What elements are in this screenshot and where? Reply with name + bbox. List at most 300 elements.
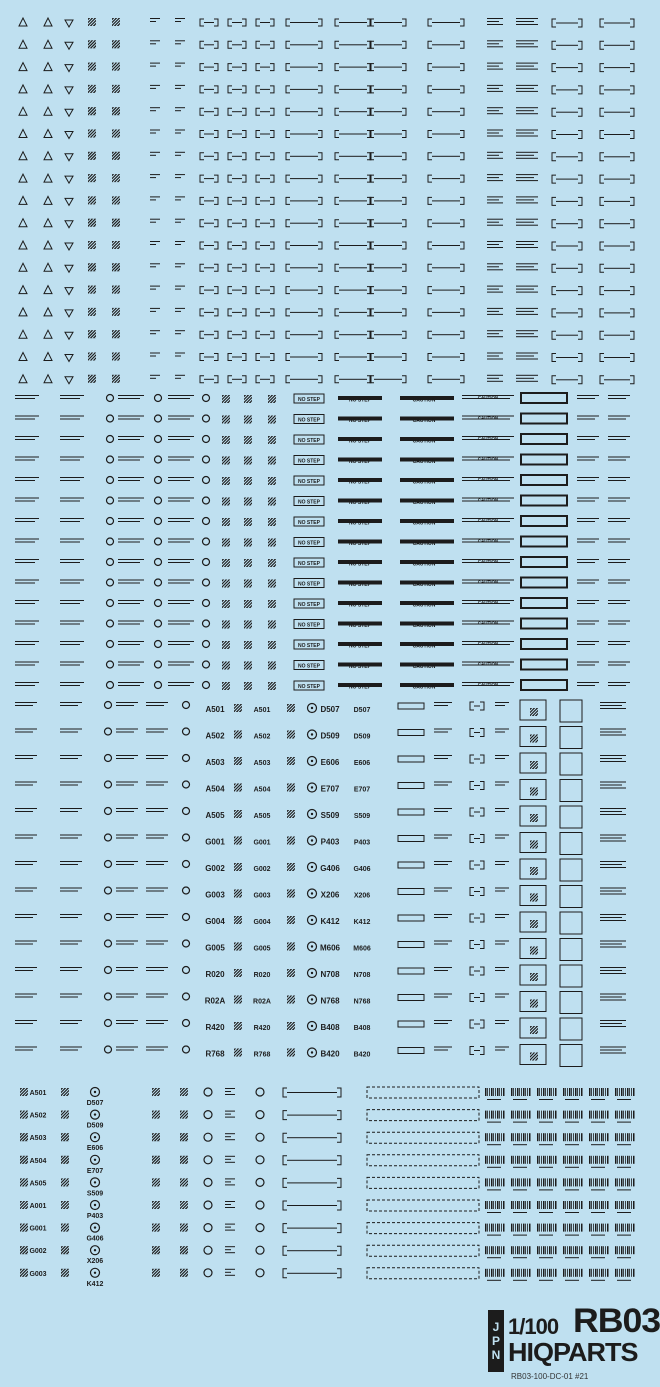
warning-triangle-icon bbox=[44, 85, 52, 93]
decal-code-c: A505 bbox=[29, 1180, 47, 1188]
hazard-stripe-icon bbox=[522, 788, 545, 796]
hazard-stripe-icon bbox=[144, 1178, 167, 1186]
bracket-label bbox=[600, 309, 634, 317]
bracket-label bbox=[600, 220, 634, 228]
bracket-label bbox=[200, 242, 218, 249]
ring-icon bbox=[183, 781, 190, 788]
bracket-label bbox=[600, 108, 634, 116]
fine-print bbox=[487, 375, 503, 382]
decal-code-a: A502 bbox=[253, 733, 271, 741]
series-label: RB03 bbox=[573, 1302, 660, 1340]
bracket-label bbox=[228, 153, 246, 160]
decal-code-a: A504 bbox=[253, 786, 271, 794]
fine-print bbox=[168, 559, 194, 563]
bracket-label bbox=[228, 287, 246, 294]
bracket-label bbox=[286, 64, 322, 71]
bracket-label bbox=[552, 86, 582, 94]
fine-print bbox=[516, 353, 538, 360]
decal-code-a: A501 bbox=[253, 707, 271, 714]
decal-code-b: E606 bbox=[320, 758, 340, 767]
ring-icon bbox=[203, 682, 210, 689]
fine-print bbox=[539, 1122, 553, 1123]
fine-print bbox=[487, 1122, 501, 1123]
bracket-label bbox=[228, 309, 246, 316]
warning-triangle-icon bbox=[44, 330, 52, 338]
target-dot bbox=[311, 919, 313, 921]
diamond-icon bbox=[65, 221, 73, 228]
target-dot bbox=[311, 813, 313, 815]
fine-print bbox=[565, 1144, 579, 1145]
hazard-stripe-icon bbox=[260, 559, 283, 567]
bracket-label bbox=[200, 220, 218, 227]
bracket-label bbox=[200, 131, 218, 138]
frame-box bbox=[521, 619, 567, 629]
ring-icon bbox=[183, 993, 190, 1000]
bracket-label bbox=[228, 86, 246, 93]
ring-icon bbox=[155, 415, 162, 422]
inspection-box bbox=[398, 889, 424, 895]
fine-print bbox=[608, 600, 630, 604]
decal-code-d: X206 bbox=[86, 1258, 104, 1266]
caution-label: CAUTION bbox=[412, 623, 436, 629]
decal-code-d: E707 bbox=[86, 1167, 104, 1175]
bracket-label bbox=[470, 967, 484, 975]
fine-print bbox=[495, 808, 509, 812]
no-step-label: NO STEP bbox=[298, 520, 320, 526]
no-step-label: NO STEP bbox=[349, 459, 371, 465]
target-dot bbox=[311, 892, 313, 894]
no-step-label: NO STEP bbox=[349, 623, 371, 629]
fine-print bbox=[600, 914, 626, 921]
bracket-label bbox=[283, 1088, 341, 1097]
ring-icon bbox=[203, 518, 210, 525]
fine-print bbox=[487, 85, 503, 92]
panel-box bbox=[560, 753, 582, 775]
fine-print bbox=[495, 782, 509, 786]
fine-print bbox=[150, 107, 160, 111]
hazard-stripe-icon bbox=[260, 416, 283, 424]
barcode-icon bbox=[485, 1133, 505, 1141]
scale-label: 1/100 bbox=[508, 1314, 559, 1339]
bracket-label bbox=[552, 242, 582, 250]
barcode-icon bbox=[537, 1156, 557, 1164]
fine-print bbox=[513, 1235, 527, 1236]
bracket-label bbox=[600, 175, 634, 183]
fine-print bbox=[225, 1178, 235, 1185]
hazard-stripe-icon bbox=[144, 1269, 167, 1277]
decal-code-c: A501 bbox=[29, 1090, 47, 1097]
decal-code-d: D509 bbox=[86, 1122, 104, 1130]
caution-label: CAUTION bbox=[477, 436, 499, 441]
decal-code-a: G004 bbox=[253, 919, 271, 926]
ring-icon bbox=[105, 940, 112, 947]
no-step-label: NO STEP bbox=[298, 458, 320, 465]
fine-print bbox=[487, 353, 503, 360]
decal-code-b: N708 bbox=[353, 972, 371, 979]
ring-icon bbox=[107, 579, 114, 586]
hazard-stripe-icon bbox=[214, 682, 237, 690]
warning-triangle-icon bbox=[19, 152, 27, 160]
bracket-label bbox=[552, 175, 582, 183]
bracket-label bbox=[286, 131, 322, 138]
frame-box bbox=[521, 639, 567, 649]
no-step-label: NO STEP bbox=[349, 582, 371, 588]
fine-print bbox=[539, 1167, 553, 1168]
frame-box bbox=[521, 598, 567, 608]
warning-triangle-icon bbox=[19, 263, 27, 271]
ring-icon bbox=[183, 1020, 190, 1027]
bracket-label bbox=[228, 108, 246, 115]
hazard-stripe-icon bbox=[172, 1224, 195, 1232]
hazard-stripe-icon bbox=[260, 580, 283, 588]
hazard-stripe-icon bbox=[104, 152, 127, 160]
caution-label: CAUTION bbox=[412, 582, 436, 588]
caution-label: CAUTION bbox=[477, 620, 499, 626]
decal-code-b: B420 bbox=[353, 1051, 371, 1059]
target-dot bbox=[94, 1181, 96, 1183]
bracket-label bbox=[370, 331, 406, 338]
decal-code-b: B408 bbox=[353, 1025, 371, 1032]
fine-print bbox=[168, 641, 194, 645]
hazard-stripe-icon bbox=[172, 1246, 195, 1254]
bracket-label bbox=[600, 153, 634, 161]
barcode-icon bbox=[537, 1246, 557, 1254]
fine-print bbox=[434, 967, 452, 971]
fine-print bbox=[577, 662, 599, 666]
bracket-label bbox=[335, 331, 371, 338]
panel-box bbox=[560, 1018, 582, 1040]
hazard-stripe-icon bbox=[522, 920, 545, 928]
bracket-label bbox=[256, 86, 274, 93]
no-step-label: NO STEP bbox=[298, 499, 320, 506]
fine-print bbox=[60, 835, 82, 839]
caution-label: CAUTION bbox=[477, 497, 499, 503]
fine-print bbox=[487, 1189, 501, 1190]
ring-icon bbox=[203, 436, 210, 443]
fine-print bbox=[175, 330, 185, 334]
barcode-icon bbox=[563, 1269, 583, 1277]
ring-icon bbox=[183, 728, 190, 735]
ring-icon bbox=[203, 497, 210, 504]
warning-triangle-icon bbox=[19, 130, 27, 138]
fine-print bbox=[225, 1269, 235, 1276]
bracket-label bbox=[600, 331, 634, 339]
hazard-stripe-icon bbox=[236, 518, 259, 526]
diamond-icon bbox=[65, 176, 73, 183]
hazard-stripe-icon bbox=[522, 735, 545, 743]
bracket-label bbox=[335, 264, 371, 271]
fine-print bbox=[516, 107, 538, 114]
fine-print bbox=[150, 152, 160, 156]
bracket-label bbox=[283, 1224, 341, 1233]
bracket-label bbox=[335, 131, 371, 138]
diamond-icon bbox=[65, 87, 73, 94]
decal-code-b: M606 bbox=[319, 943, 341, 953]
ring-icon bbox=[105, 887, 112, 894]
decal-code-c: G001 bbox=[29, 1225, 47, 1233]
fine-print bbox=[591, 1144, 605, 1145]
bracket-label bbox=[470, 835, 484, 843]
fine-print bbox=[487, 130, 503, 137]
ring-icon bbox=[203, 579, 210, 586]
fine-print bbox=[150, 219, 160, 223]
ring-icon bbox=[203, 620, 210, 627]
panel-box bbox=[560, 700, 582, 722]
fine-print bbox=[516, 130, 538, 137]
caution-label: CAUTION bbox=[412, 479, 436, 486]
hazard-stripe-icon bbox=[236, 395, 259, 403]
warning-triangle-icon bbox=[19, 241, 27, 249]
dashed-box bbox=[367, 1200, 479, 1211]
decal-code-b: E707 bbox=[353, 786, 371, 794]
fine-print bbox=[118, 641, 144, 645]
bracket-label bbox=[370, 108, 406, 115]
ring-icon bbox=[256, 1156, 264, 1164]
hazard-stripe-icon bbox=[522, 947, 545, 955]
warning-triangle-icon bbox=[44, 219, 52, 227]
dashed-box bbox=[367, 1155, 479, 1166]
decal-code-c: A503 bbox=[29, 1135, 47, 1143]
fine-print bbox=[15, 729, 37, 733]
ring-icon bbox=[155, 436, 162, 443]
hazard-stripe-icon bbox=[214, 662, 237, 670]
no-step-label: NO STEP bbox=[349, 479, 371, 486]
hazard-stripe-icon bbox=[104, 353, 127, 361]
bracket-label bbox=[470, 861, 484, 869]
bracket-label bbox=[552, 41, 582, 49]
bracket-label bbox=[370, 86, 406, 93]
hazard-stripe-icon bbox=[226, 996, 249, 1004]
fine-print bbox=[150, 241, 160, 245]
barcode-icon bbox=[485, 1178, 505, 1186]
decal-code-a: G003 bbox=[253, 892, 271, 900]
hazard-stripe-icon bbox=[80, 18, 103, 26]
fine-print bbox=[116, 835, 138, 839]
hazard-stripe-icon bbox=[53, 1178, 76, 1186]
hazard-stripe-icon bbox=[279, 863, 302, 871]
no-step-label: NO STEP bbox=[349, 418, 371, 424]
no-step-label: NO STEP bbox=[298, 684, 320, 690]
fine-print bbox=[539, 1280, 553, 1281]
fine-print bbox=[591, 1189, 605, 1190]
fine-print bbox=[150, 196, 160, 200]
decal-code-b: D507 bbox=[353, 707, 371, 714]
hazard-stripe-icon bbox=[214, 436, 237, 444]
dashed-box bbox=[367, 1087, 479, 1098]
fine-print bbox=[591, 1280, 605, 1281]
fine-print bbox=[591, 1167, 605, 1168]
fine-print bbox=[116, 755, 138, 759]
fine-print bbox=[600, 1020, 626, 1027]
fine-print bbox=[516, 241, 538, 248]
inspection-box bbox=[398, 703, 424, 709]
bracket-label bbox=[200, 331, 218, 338]
fine-print bbox=[487, 1099, 501, 1100]
fine-print bbox=[487, 308, 503, 315]
hazard-stripe-icon bbox=[214, 539, 237, 547]
decal-code-a: A503 bbox=[253, 760, 271, 767]
fine-print bbox=[513, 1212, 527, 1213]
fine-print bbox=[146, 782, 168, 786]
frame-box bbox=[521, 557, 567, 567]
ring-icon bbox=[105, 967, 112, 974]
no-step-label: NO STEP bbox=[298, 643, 320, 649]
ring-icon bbox=[183, 914, 190, 921]
hazard-stripe-icon bbox=[279, 784, 302, 792]
fine-print bbox=[116, 994, 138, 998]
fine-print bbox=[617, 1099, 631, 1100]
hazard-stripe-icon bbox=[522, 761, 545, 769]
fine-print bbox=[591, 1212, 605, 1213]
hazard-stripe-icon bbox=[53, 1088, 76, 1096]
bracket-label bbox=[286, 264, 322, 271]
bracket-label bbox=[228, 64, 246, 71]
bracket-label bbox=[283, 1133, 341, 1142]
bracket-label bbox=[256, 242, 274, 249]
warning-triangle-icon bbox=[44, 174, 52, 182]
fine-print bbox=[487, 1235, 501, 1236]
bracket-label bbox=[256, 331, 274, 338]
diamond-icon bbox=[65, 42, 73, 49]
fine-print bbox=[146, 1020, 168, 1024]
ring-icon bbox=[203, 600, 210, 607]
decal-code-c: G002 bbox=[29, 1248, 47, 1256]
warning-triangle-icon bbox=[19, 353, 27, 361]
diamond-icon bbox=[65, 154, 73, 161]
target-dot bbox=[311, 1051, 313, 1053]
fine-print bbox=[15, 1047, 37, 1051]
ring-icon bbox=[155, 538, 162, 545]
ring-icon bbox=[256, 1269, 264, 1277]
hazard-stripe-icon bbox=[104, 308, 127, 316]
fine-print bbox=[608, 539, 630, 543]
fine-print bbox=[513, 1167, 527, 1168]
dashed-box bbox=[367, 1110, 479, 1121]
ring-icon bbox=[183, 755, 190, 762]
ring-icon bbox=[204, 1246, 212, 1254]
bracket-label bbox=[370, 264, 406, 271]
no-step-label: NO STEP bbox=[298, 540, 320, 547]
bracket-label bbox=[552, 19, 582, 27]
hazard-stripe-icon bbox=[226, 837, 249, 845]
barcode-icon bbox=[615, 1246, 635, 1254]
ring-icon bbox=[105, 728, 112, 735]
fine-print bbox=[487, 1280, 501, 1281]
fine-print bbox=[60, 755, 82, 759]
ring-icon bbox=[105, 808, 112, 815]
fine-print bbox=[600, 835, 626, 842]
barcode-icon bbox=[485, 1201, 505, 1209]
target-dot bbox=[311, 1025, 313, 1027]
fine-print bbox=[60, 395, 84, 399]
barcode-icon bbox=[485, 1269, 505, 1277]
hazard-stripe-icon bbox=[260, 395, 283, 403]
decal-code-b: P403 bbox=[320, 837, 340, 847]
bracket-label bbox=[470, 888, 484, 896]
barcode-icon bbox=[537, 1133, 557, 1141]
fine-print bbox=[434, 914, 452, 918]
fine-print bbox=[175, 219, 185, 223]
fine-print bbox=[150, 130, 160, 134]
bracket-label bbox=[256, 309, 274, 316]
bracket-label bbox=[370, 287, 406, 294]
fine-print bbox=[516, 263, 538, 270]
bracket-label bbox=[286, 242, 322, 249]
fine-print bbox=[15, 861, 37, 865]
bracket-label bbox=[428, 309, 464, 316]
decal-code-d: D507 bbox=[86, 1100, 104, 1107]
caution-label: CAUTION bbox=[412, 602, 436, 609]
fine-print bbox=[608, 580, 630, 584]
warning-triangle-icon bbox=[44, 196, 52, 204]
ring-icon bbox=[203, 559, 210, 566]
bracket-label bbox=[470, 782, 484, 790]
fine-print bbox=[516, 63, 538, 70]
bracket-label bbox=[335, 220, 371, 227]
hazard-stripe-icon bbox=[53, 1246, 76, 1254]
hazard-stripe-icon bbox=[80, 152, 103, 160]
ring-icon bbox=[155, 477, 162, 484]
target-dot bbox=[311, 839, 313, 841]
panel-box bbox=[560, 886, 582, 908]
bracket-label bbox=[256, 376, 274, 383]
ring-icon bbox=[203, 395, 210, 402]
decal-code-a: A504 bbox=[205, 784, 225, 794]
diamond-icon bbox=[65, 65, 73, 72]
frame-box bbox=[521, 455, 567, 465]
ring-icon bbox=[183, 967, 190, 974]
hazard-stripe-icon bbox=[80, 330, 103, 338]
no-step-label: NO STEP bbox=[298, 602, 320, 608]
hazard-stripe-icon bbox=[144, 1133, 167, 1141]
hazard-stripe-icon bbox=[260, 662, 283, 670]
bracket-label bbox=[428, 376, 464, 383]
bracket-label bbox=[256, 153, 274, 160]
fine-print bbox=[60, 518, 84, 522]
fine-print bbox=[487, 40, 503, 47]
fine-print bbox=[617, 1257, 631, 1258]
bracket-label bbox=[228, 19, 246, 26]
bracket-label bbox=[428, 108, 464, 115]
hazard-stripe-icon bbox=[260, 498, 283, 506]
bracket-label bbox=[370, 242, 406, 249]
ring-icon bbox=[183, 834, 190, 841]
fine-print bbox=[146, 888, 168, 892]
ring-icon bbox=[155, 579, 162, 586]
fine-print bbox=[175, 263, 185, 267]
fine-print bbox=[539, 1144, 553, 1145]
barcode-icon bbox=[485, 1246, 505, 1254]
fine-print bbox=[116, 888, 138, 892]
hazard-stripe-icon bbox=[53, 1156, 76, 1164]
fine-print bbox=[168, 436, 194, 440]
warning-triangle-icon bbox=[44, 375, 52, 383]
bracket-label bbox=[370, 354, 406, 361]
decal-code-a: R768 bbox=[205, 1049, 225, 1059]
fine-print bbox=[118, 539, 144, 543]
fine-print bbox=[150, 353, 160, 357]
fine-print bbox=[175, 353, 185, 357]
fine-print bbox=[487, 18, 503, 25]
hazard-stripe-icon bbox=[522, 708, 545, 716]
fine-print bbox=[608, 641, 630, 645]
ring-icon bbox=[105, 914, 112, 921]
bracket-label bbox=[552, 309, 582, 317]
hazard-stripe-icon bbox=[214, 498, 237, 506]
caution-label: CAUTION bbox=[477, 579, 499, 585]
decal-code-b: E606 bbox=[353, 760, 371, 767]
inspection-box bbox=[398, 1021, 424, 1027]
